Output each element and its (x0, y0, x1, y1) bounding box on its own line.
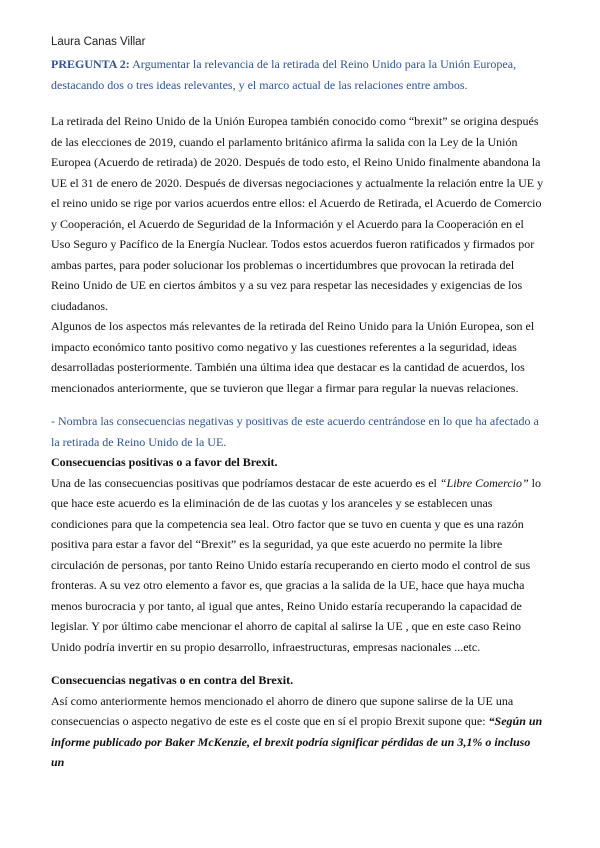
negative-text-before: Así como anteriormente hemos mencionado el ahorro de dinero que supone salirse de la UE una consecuencias o aspecto negativo de este es el coste que en sí el propio Brexit supone que: (51, 693, 514, 728)
intro-paragraph: La retirada del Reino Unido de la Unión Europea también conocido como “brexit” se origina después de las elecciones de 2019, cuando el parlamento británico afirma la salida con la Ley de la Unión Europea (Acuerdo de retirada) de 2020. Después de todo esto, el Reino Unido finalmente abandona la UE el 31 de enero de 2020. Después de diversas negociaciones y actualmente la relación entre la UE y el reino unido se rige por varios acuerdos entre ellos: el Acuerdo de Retirada, el Acuerdo de Comercio y Cooperación, el Acuerdo de Seguridad de la Información y el Acuerdo para la Cooperación en el Uso Seguro y Pacífico de la Energía Nuclear. Todos estos acuerdos fueron ratificados y firmados por ambas partes, para poder solucionar los problemas o incertidumbres que provocan la retirada del Reino Unido de UE en ciertos ámbitos y a su vez para respetar las necesidades y exigencias de los ciudadanos. (51, 114, 544, 313)
positive-text-before: Una de las consecuencias positivas que podríamos destacar de este acuerdo es el (51, 475, 440, 490)
question-label: PREGUNTA 2: (51, 57, 130, 71)
negative-quote: “Según un informe publicado por Baker McKenzie, el brexit podría significar pérdidas de un 3,1% o incluso un (51, 714, 543, 769)
positive-italic-term: “Libre Comercio” (439, 475, 529, 490)
positive-text-after: lo que hace este acuerdo es la eliminación de de las cuotas y los aranceles y se establecen unas condiciones para que la competencia sea leal. Otro factor que se tuvo en cuenta y que es una razón positiva para estar a favor del “Brexit” es la seguridad, ya que este acuerdo no permite la libre circulación de personas, por tanto Reino Unido estaría recuperando en cierto modo el control de sus fronteras. A su vez otro elemento a favor es, que gracias a la salida de la UE, hace que haya mucha menos burocracia y por tanto, al igual que antes, Reino Unido estaría recuperando la capacidad de legislar. Y por último cabe mencionar el ahorro de capital al salirse la UE , que en este caso Reino Unido podría invertir en su propio desarrollo, infraestructuras, empresas nacionales ...etc. (51, 475, 541, 654)
positive-heading: Consecuencias positivas o a favor del Brexit. (51, 455, 278, 469)
author-name: Laura Canas Villar (51, 36, 146, 48)
aspects-paragraph: Algunos de los aspectos más relevantes de la retirada del Reino Unido para la Unión Europea, son el impacto económico tanto positivo como negativo y las cuestiones referentes a la seguridad, ideas desarrolladas posteriormente. También una última idea que destacar es la cantidad de acuerdos, los mencionados anteriormente, que se tuvieron que llegar a firmar para regular la nuevas relaciones. (51, 319, 535, 395)
subquestion: - Nombra las consecuencias negativas y positivas de este acuerdo centrándose en lo que ha afectado a la retirada de Reino Unido de la UE. (51, 414, 539, 449)
negative-paragraph (51, 691, 544, 773)
question-block (51, 54, 544, 95)
positive-paragraph (51, 473, 544, 658)
negative-heading: Consecuencias negativas o en contra del Brexit. (51, 673, 294, 687)
question-text: Argumentar la relevancia de la retirada del Reino Unido para la Unión Europea, destacando dos o tres ideas relevantes, y el marco actual de las relaciones entre ambos. (51, 57, 517, 92)
